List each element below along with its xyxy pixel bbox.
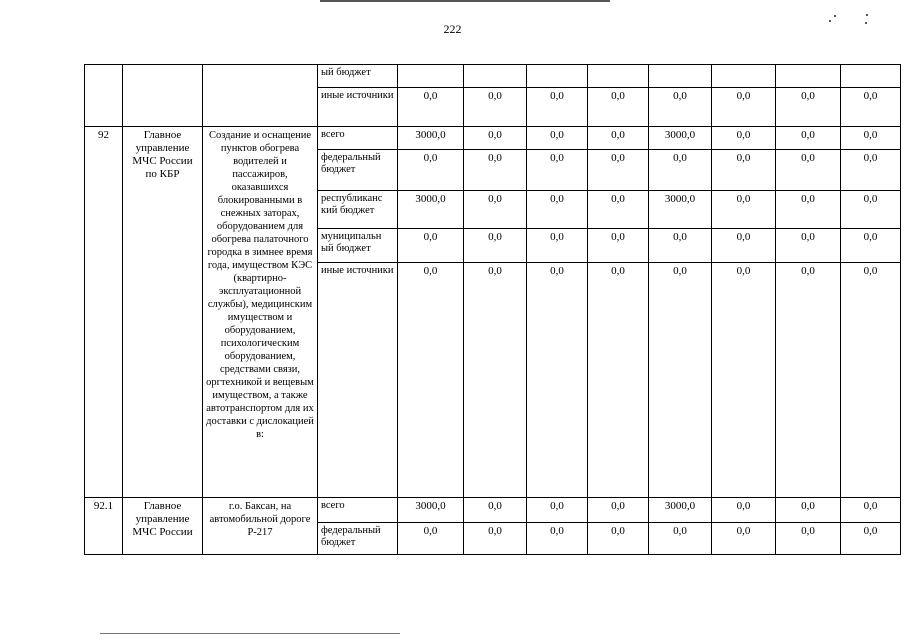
table-body [85,65,901,555]
funding-value: 0,0 [398,88,464,127]
funding-value: 0,0 [712,263,776,498]
scan-speck [866,14,868,16]
table-row [85,65,901,88]
funding-value: 0,0 [841,498,901,523]
funding-source: муниципальн ый бюджет [318,229,398,263]
funding-value: 0,0 [649,150,712,191]
scan-speck [829,20,831,22]
funding-value: 3000,0 [649,498,712,523]
row-description: г.о. Баксан, на автомобильной дороге Р-217 [203,498,318,555]
funding-value: 0,0 [776,229,841,263]
funding-value: 0,0 [588,150,649,191]
funding-value: 0,0 [527,263,588,498]
funding-source: иные источники [318,88,398,127]
funding-value: 0,0 [712,88,776,127]
funding-value: 3000,0 [649,191,712,229]
funding-value: 0,0 [527,88,588,127]
funding-value: 3000,0 [398,191,464,229]
funding-value: 0,0 [464,523,527,555]
funding-value: 0,0 [588,263,649,498]
funding-value [712,65,776,88]
funding-value: 0,0 [841,229,901,263]
funding-value: 0,0 [841,263,901,498]
scan-artifact-line [320,0,610,2]
funding-value: 0,0 [588,229,649,263]
funding-value: 0,0 [398,263,464,498]
funding-value: 0,0 [776,263,841,498]
funding-value: 0,0 [776,88,841,127]
funding-source: иные источники [318,263,398,498]
funding-value [464,65,527,88]
funding-value: 0,0 [712,229,776,263]
funding-value: 0,0 [776,498,841,523]
funding-source: ый бюджет [318,65,398,88]
funding-value: 0,0 [464,127,527,150]
funding-value: 0,0 [588,191,649,229]
funding-value: 0,0 [464,88,527,127]
funding-value: 0,0 [776,150,841,191]
funding-value: 0,0 [841,150,901,191]
funding-value: 0,0 [588,88,649,127]
funding-value: 0,0 [527,498,588,523]
funding-value [527,65,588,88]
funding-value: 0,0 [527,127,588,150]
funding-source: всего [318,127,398,150]
funding-value: 3000,0 [398,498,464,523]
funding-value: 0,0 [464,229,527,263]
funding-value: 0,0 [649,229,712,263]
funding-value: 0,0 [841,523,901,555]
funding-value: 0,0 [527,523,588,555]
funding-source: республиканс кий бюджет [318,191,398,229]
funding-value: 0,0 [398,150,464,191]
funding-value: 0,0 [841,127,901,150]
table-row [85,127,901,150]
funding-value [649,65,712,88]
funding-value: 0,0 [527,191,588,229]
funding-value: 0,0 [527,229,588,263]
scan-speck [865,22,867,24]
funding-value: 0,0 [841,191,901,229]
budget-table [84,64,901,555]
funding-value: 0,0 [588,127,649,150]
funding-value: 0,0 [527,150,588,191]
funding-value [776,65,841,88]
funding-value: 0,0 [588,498,649,523]
funding-source: федеральный бюджет [318,150,398,191]
funding-value: 0,0 [398,229,464,263]
funding-value: 0,0 [712,150,776,191]
funding-value: 0,0 [588,523,649,555]
funding-value: 0,0 [464,498,527,523]
table-row [85,498,901,523]
funding-value: 0,0 [464,263,527,498]
row-description [203,65,318,127]
page-number: 222 [443,22,462,36]
funding-value: 0,0 [398,523,464,555]
funding-value: 3000,0 [649,127,712,150]
row-description: Создание и оснащение пунктов обогрева водителей и пассажиров, оказавшихся блокированными в снежных заторах, оборудованием для обогрева палаточного городка в зимнее время года, имуществом КЭС (квартирно-эксплуатационной службы), медицинским имуществом и оборудованием, психологическим оборудованием, средствами связи, оргтехникой и вещевым имуществом, а также автотранспортом для их доставки с дислокацией в: [203,127,318,498]
funding-value [841,65,901,88]
funding-value: 0,0 [712,523,776,555]
scan-artifact-line [100,633,400,634]
funding-value: 0,0 [776,127,841,150]
funding-value: 0,0 [776,191,841,229]
funding-value [588,65,649,88]
funding-source: всего [318,498,398,523]
funding-value: 0,0 [464,191,527,229]
row-organization [123,65,203,127]
funding-value: 0,0 [841,88,901,127]
funding-value: 3000,0 [398,127,464,150]
funding-value: 0,0 [464,150,527,191]
funding-value: 0,0 [712,498,776,523]
funding-value: 0,0 [712,191,776,229]
row-number: 92.1 [85,498,123,555]
row-organization: Главное управление МЧС России [123,498,203,555]
scan-speck [834,15,836,17]
row-organization: Главное управление МЧС России по КБР [123,127,203,498]
funding-value: 0,0 [649,88,712,127]
row-number: 92 [85,127,123,498]
row-number [85,65,123,127]
funding-value [398,65,464,88]
funding-value: 0,0 [776,523,841,555]
funding-value: 0,0 [712,127,776,150]
funding-value: 0,0 [649,523,712,555]
funding-source: федеральный бюджет [318,523,398,555]
funding-value: 0,0 [649,263,712,498]
